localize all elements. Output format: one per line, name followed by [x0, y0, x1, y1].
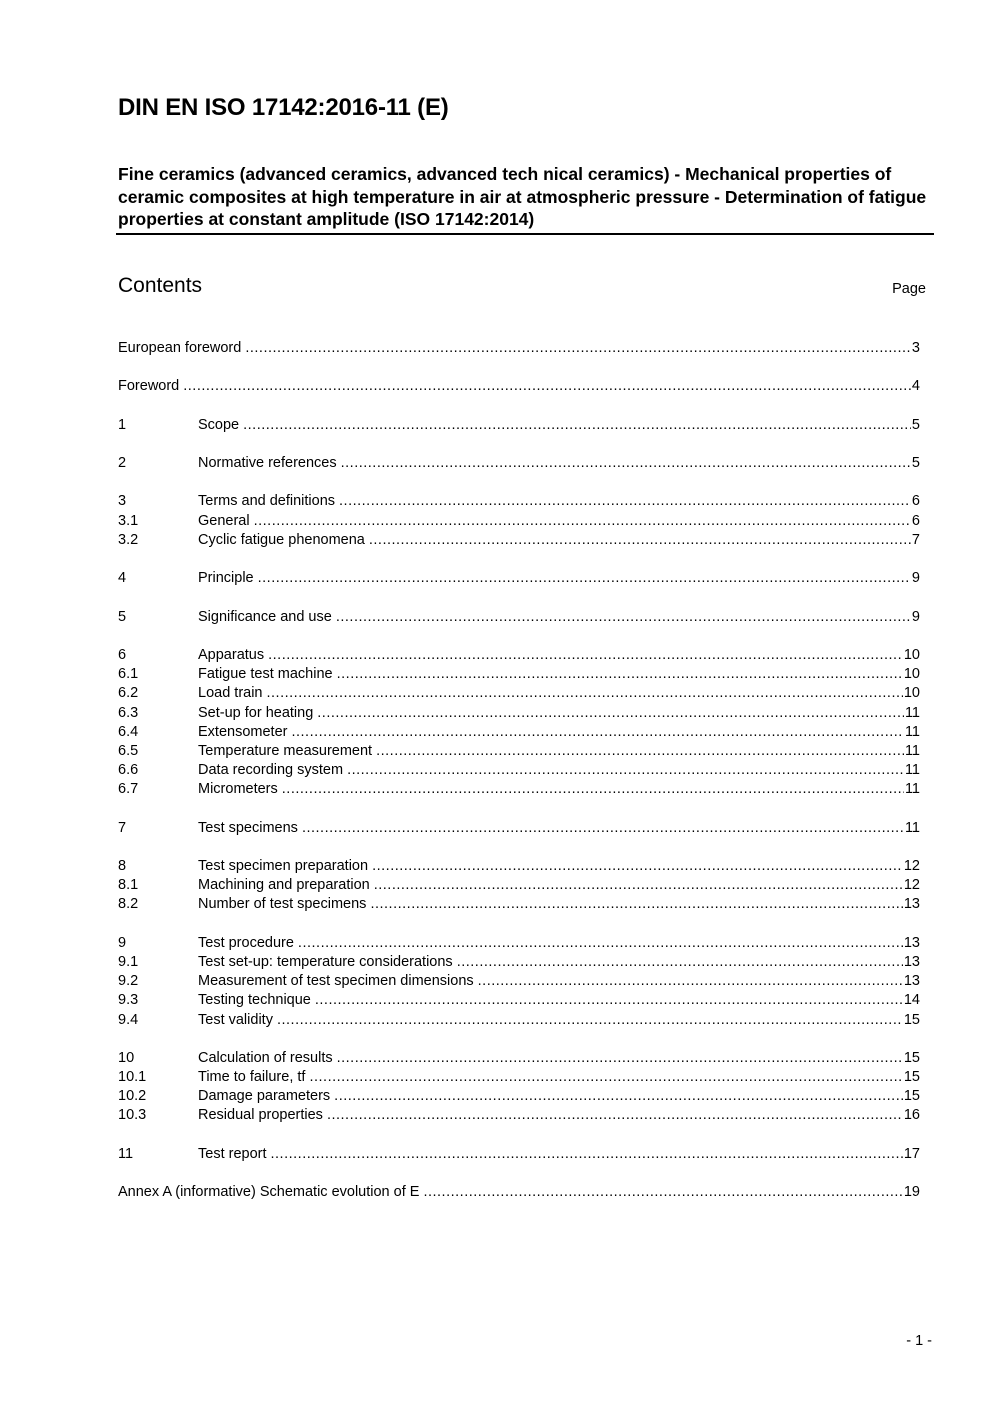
toc-entry-number: 3 — [118, 493, 127, 510]
toc-entry-number: 2 — [118, 455, 127, 472]
subtitle-rule — [116, 233, 934, 235]
toc-dot-leader — [347, 761, 904, 780]
toc-entry[interactable] — [118, 1107, 920, 1126]
toc-entry-label: Load train — [198, 685, 263, 702]
toc-entry-label: Foreword — [118, 378, 180, 395]
toc-entry-label: Time to failure, tf — [198, 1069, 306, 1086]
toc-dot-leader — [336, 608, 911, 627]
toc-dot-leader — [258, 569, 911, 588]
toc-entry-number: 8 — [118, 858, 127, 875]
page-column-label: Page — [892, 281, 926, 297]
toc-entry-page: 14 — [903, 992, 920, 1009]
toc-entry-page: 17 — [903, 1145, 920, 1162]
toc-entry-number: 6.4 — [118, 723, 139, 740]
toc-entry-number: 9.1 — [118, 953, 139, 970]
toc-entry-number: 6.2 — [118, 685, 139, 702]
toc-entry-label: Set-up for heating — [198, 704, 314, 721]
toc-dot-leader — [374, 876, 903, 895]
toc-entry-page: 15 — [903, 1088, 920, 1105]
toc-entry-page: 11 — [904, 762, 920, 779]
toc-entry-number: 8.2 — [118, 896, 139, 913]
toc-entry[interactable] — [118, 991, 920, 1010]
toc-dot-leader — [339, 492, 911, 511]
toc-dot-leader — [457, 953, 903, 972]
toc-dot-leader — [309, 1068, 902, 1087]
toc-dot-leader — [341, 454, 911, 473]
toc-entry-number: 10.3 — [118, 1107, 147, 1124]
toc-dot-leader — [277, 1011, 903, 1030]
toc-entry-label: Micrometers — [198, 781, 278, 798]
toc-entry-number: 3.1 — [118, 512, 139, 529]
toc-entry-page: 15 — [903, 1049, 920, 1066]
toc-entry-page: 19 — [903, 1184, 920, 1201]
contents-heading: Contents — [118, 274, 203, 297]
toc-dot-leader — [245, 339, 911, 358]
toc-entry-page: 11 — [904, 723, 920, 740]
page-number-footer: - 1 - — [906, 1333, 932, 1349]
toc-entry-page: 4 — [911, 378, 920, 395]
toc-dot-leader — [268, 646, 903, 665]
toc-dot-leader — [291, 723, 903, 742]
toc-entry-label: European foreword — [118, 339, 242, 356]
toc-entry-label: Data recording system — [198, 762, 344, 779]
toc-entry[interactable] — [118, 454, 920, 473]
toc-entry[interactable] — [118, 569, 920, 588]
toc-entry-page: 9 — [911, 608, 920, 625]
toc-entry[interactable] — [118, 1049, 920, 1068]
toc-entry[interactable] — [118, 1068, 920, 1087]
toc-dot-leader — [327, 1106, 903, 1125]
toc-entry-label: Scope — [198, 416, 240, 433]
toc-entry-page: 10 — [903, 685, 920, 702]
toc-entry-label: General — [198, 512, 250, 529]
toc-entry[interactable] — [118, 531, 920, 550]
toc-dot-leader — [337, 665, 903, 684]
toc-dot-leader — [423, 1183, 902, 1202]
toc-entry[interactable] — [118, 512, 920, 531]
toc-entry-label: Testing technique — [198, 992, 311, 1009]
toc-entry[interactable] — [118, 972, 920, 991]
toc-entry-page: 9 — [911, 570, 920, 587]
toc-entry-number: 10.1 — [118, 1069, 147, 1086]
toc-entry-label: Calculation of results — [198, 1049, 333, 1066]
toc-entry-number: 5 — [118, 608, 127, 625]
toc-dot-leader — [369, 531, 911, 550]
toc-entry-label: Test validity — [198, 1011, 273, 1028]
toc-entry-page: 6 — [911, 493, 920, 510]
toc-entry-label: Extensometer — [198, 723, 288, 740]
toc-entry-page: 10 — [903, 666, 920, 683]
toc-entry-label: Normative references — [198, 455, 337, 472]
toc-entry[interactable] — [118, 742, 920, 761]
toc-dot-leader — [302, 819, 904, 838]
toc-entry-number: 9.4 — [118, 1011, 139, 1028]
toc-entry-number: 9.2 — [118, 973, 139, 990]
toc-entry[interactable] — [118, 934, 920, 953]
toc-dot-leader — [370, 895, 902, 914]
toc-entry-page: 6 — [911, 512, 920, 529]
toc-entry-page: 12 — [903, 877, 920, 894]
toc-entry-number: 3.2 — [118, 531, 139, 548]
toc-entry-label: Temperature measurement — [198, 742, 373, 759]
table-of-contents — [118, 339, 920, 1202]
toc-entry-label: Apparatus — [198, 646, 265, 663]
toc-entry-page: 12 — [903, 858, 920, 875]
toc-entry-number: 4 — [118, 570, 127, 587]
toc-dot-leader — [315, 991, 903, 1010]
toc-entry-number: 10.2 — [118, 1088, 147, 1105]
toc-entry[interactable] — [118, 723, 920, 742]
toc-entry-label: Test report — [198, 1145, 267, 1162]
toc-entry-label: Measurement of test specimen dimensions — [198, 973, 474, 990]
toc-entry-page: 13 — [903, 973, 920, 990]
toc-entry-number: 10 — [118, 1049, 135, 1066]
toc-dot-leader — [334, 1087, 903, 1106]
toc-dot-leader — [298, 934, 903, 953]
toc-entry-page: 5 — [911, 416, 920, 433]
toc-entry-number: 6.7 — [118, 781, 139, 798]
toc-entry[interactable] — [118, 493, 920, 512]
toc-entry[interactable] — [118, 665, 920, 684]
toc-entry-label: Test specimen preparation — [198, 858, 369, 875]
toc-dot-leader — [267, 684, 903, 703]
toc-entry[interactable] — [118, 339, 920, 358]
toc-entry-number: 11 — [118, 1145, 134, 1162]
toc-entry[interactable] — [118, 608, 920, 627]
toc-entry-number: 9.3 — [118, 992, 139, 1009]
toc-entry[interactable] — [118, 1145, 920, 1164]
document-subtitle: Fine ceramics (advanced ceramics, advanced tech nical ceramics) - Mechanical properties of ceramic composites at high temperature in air at atmospheric pressure - Determination of fatigue properties at constant amplitude (ISO 17142:2014) — [118, 164, 927, 229]
toc-entry-number: 1 — [118, 416, 127, 433]
toc-entry-page: 5 — [911, 455, 920, 472]
toc-entry-page: 15 — [903, 1069, 920, 1086]
toc-dot-leader — [254, 512, 911, 531]
toc-entry-number: 7 — [118, 819, 127, 836]
toc-entry-label: Annex A (informative) Schematic evolution of E — [118, 1184, 420, 1201]
toc-dot-leader — [478, 972, 903, 991]
toc-entry-page: 11 — [904, 704, 920, 721]
toc-entry-label: Principle — [198, 570, 254, 587]
toc-entry-label: Test set-up: temperature considerations — [198, 953, 453, 970]
toc-entry-label: Significance and use — [198, 608, 332, 625]
toc-entry[interactable] — [118, 416, 920, 435]
toc-entry-label: Test procedure — [198, 934, 294, 951]
toc-entry-number: 6.1 — [118, 666, 139, 683]
toc-dot-leader — [317, 704, 904, 723]
toc-entry-page: 3 — [911, 339, 920, 356]
toc-entry-page: 15 — [903, 1011, 920, 1028]
toc-dot-leader — [337, 1049, 903, 1068]
toc-entry[interactable] — [118, 377, 920, 396]
toc-entry-page: 7 — [911, 531, 920, 548]
toc-entry-label: Damage parameters — [198, 1088, 331, 1105]
toc-entry[interactable] — [118, 895, 920, 914]
toc-entry-page: 16 — [903, 1107, 920, 1124]
toc-dot-leader — [183, 377, 911, 396]
document-title: DIN EN ISO 17142:2016-11 (E) — [118, 94, 449, 121]
toc-entry[interactable] — [118, 876, 920, 895]
toc-entry-page: 13 — [903, 953, 920, 970]
toc-entry[interactable] — [118, 646, 920, 665]
toc-entry[interactable] — [118, 761, 920, 780]
toc-entry-label: Machining and preparation — [198, 877, 370, 894]
toc-entry-number: 6.6 — [118, 762, 139, 779]
toc-entry-number: 8.1 — [118, 877, 139, 894]
toc-entry-label: Terms and definitions — [198, 493, 336, 510]
toc-entry-page: 13 — [903, 896, 920, 913]
toc-entry[interactable] — [118, 704, 920, 723]
toc-entry-number: 9 — [118, 934, 127, 951]
toc-entry[interactable] — [118, 953, 920, 972]
toc-entry-number: 6.3 — [118, 704, 139, 721]
toc-entry[interactable] — [118, 1183, 920, 1202]
toc-entry-number: 6 — [118, 646, 127, 663]
toc-entry-label: Number of test specimens — [198, 896, 367, 913]
toc-entry-label: Fatigue test machine — [198, 666, 333, 683]
toc-entry-label: Residual properties — [198, 1107, 323, 1124]
toc-dot-leader — [243, 416, 911, 435]
toc-entry-number: 6.5 — [118, 742, 139, 759]
toc-dot-leader — [282, 780, 904, 799]
toc-entry[interactable] — [118, 819, 920, 838]
toc-entry-page: 11 — [904, 781, 920, 798]
toc-entry[interactable] — [118, 684, 920, 703]
toc-entry-label: Test specimens — [198, 819, 298, 836]
toc-entry[interactable] — [118, 857, 920, 876]
toc-entry-page: 11 — [904, 742, 920, 759]
toc-dot-leader — [271, 1145, 903, 1164]
toc-entry-page: 10 — [903, 646, 920, 663]
toc-entry-label: Cyclic fatigue phenomena — [198, 531, 365, 548]
toc-entry-page: 13 — [903, 934, 920, 951]
toc-dot-leader — [372, 857, 903, 876]
toc-entry[interactable] — [118, 780, 920, 799]
toc-entry-page: 11 — [904, 819, 920, 836]
toc-entry[interactable] — [118, 1087, 920, 1106]
toc-entry[interactable] — [118, 1011, 920, 1030]
toc-dot-leader — [376, 742, 904, 761]
